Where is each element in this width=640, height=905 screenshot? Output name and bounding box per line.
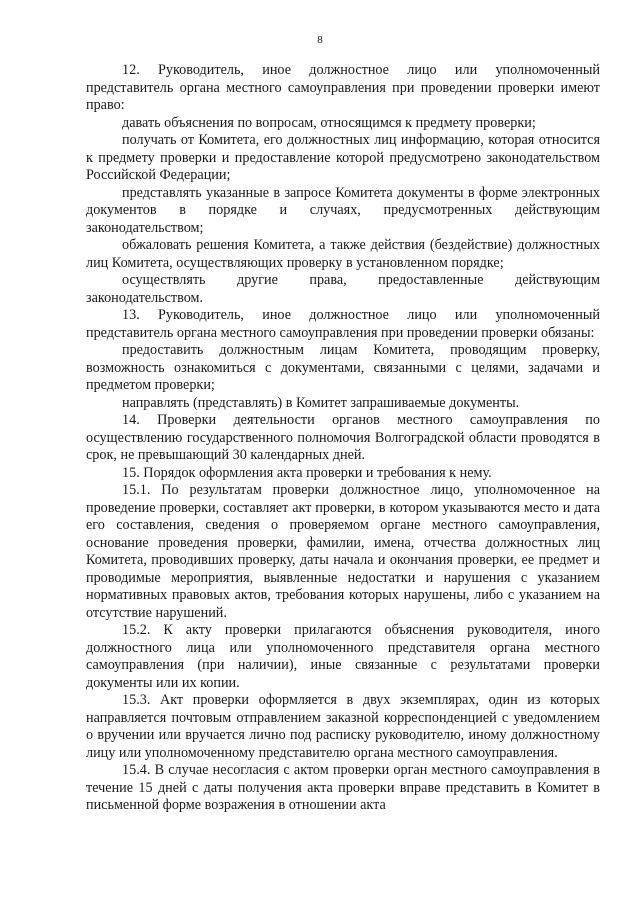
document-body [86,62,600,815]
paragraph-right-information: получать от Комитета, его должностных лиц информацию, которая относится к предмету проверки и предоставление которой предусмотрено законодательством Российской Федерации; [86,132,600,183]
paragraph-right-documents: представлять указанные в запросе Комитета документы в форме электронных документов в порядке и случаях, предусмотренных действующим законодательством; [86,184,600,236]
paragraph-15-4: 15.4. В случае несогласия с актом проверки орган местного самоуправления в течение 15 дней с даты получения акта проверки вправе представить в Комитет в письменной форме возражения в отношении акта [86,762,600,813]
paragraph-13: 13. Руководитель, иное должностное лицо или уполномоченный представитель органа местного самоуправления при проведении проверки обязаны: [86,307,600,341]
paragraph-15-2: 15.2. К акту проверки прилагаются объяснения руководителя, иного должностного лица или уполномоченного представителя органа местного самоуправления (при наличии), иные связанные с результатами проверки документы или их копии. [86,622,600,691]
paragraph-12: 12. Руководитель, иное должностное лицо или уполномоченный представитель органа местного самоуправления при проведении проверки имеют право: [86,62,600,113]
paragraph-14: 14. Проверки деятельности органов местного самоуправления по осуществлению государственного полномочия Волгоградской области проводятся в срок, не превышающий 30 календарных дней. [86,412,600,463]
paragraph-right-appeal: обжаловать решения Комитета, а также действия (бездействие) должностных лиц Комитета, осуществляющих проверку в установленном порядке; [86,237,600,271]
paragraph-15-3: 15.3. Акт проверки оформляется в двух экземплярах, один из которых направляется почтовым отправлением заказной корреспонденцией с уведомлением о вручении или вручается лично под расписку руководителю, иному должностному лицу или уполномоченному представителю органа местного самоуправления. [86,692,600,761]
paragraph-duty-documents: направлять (представлять) в Комитет запрашиваемые документы. [122,394,520,411]
paragraph-duty-access: предоставить должностным лицам Комитета, проводящим проверку, возможность ознакомиться с документами, связанными с целями, задачами и предметом проверки; [86,342,600,393]
paragraph-15: 15. Порядок оформления акта проверки и требования к нему. [122,464,492,481]
paragraph-right-other: осуществлять другие права, предоставленные действующим законодательством. [86,272,600,306]
paragraph-15-1: 15.1. По результатам проверки должностное лицо, уполномоченное на проведение проверки, составляет акт проверки, в котором указываются место и дата его составления, сведения о проверяемом органе местного самоуправления, основание проведения проверки, фамилии, имена, отчества должностных лиц Комитета, проводивших проверку, даты начала и окончания проверки, ее предмет и проводимые мероприятия, выявленные недостатки и нарушения с указанием нормативных правовых актов, требования которых нарушены, либо с указанием на отсутствие нарушений. [86,482,600,621]
paragraph-right-explanations: давать объяснения по вопросам, относящимся к предмету проверки; [122,114,536,131]
page-number: 8 [317,34,323,46]
